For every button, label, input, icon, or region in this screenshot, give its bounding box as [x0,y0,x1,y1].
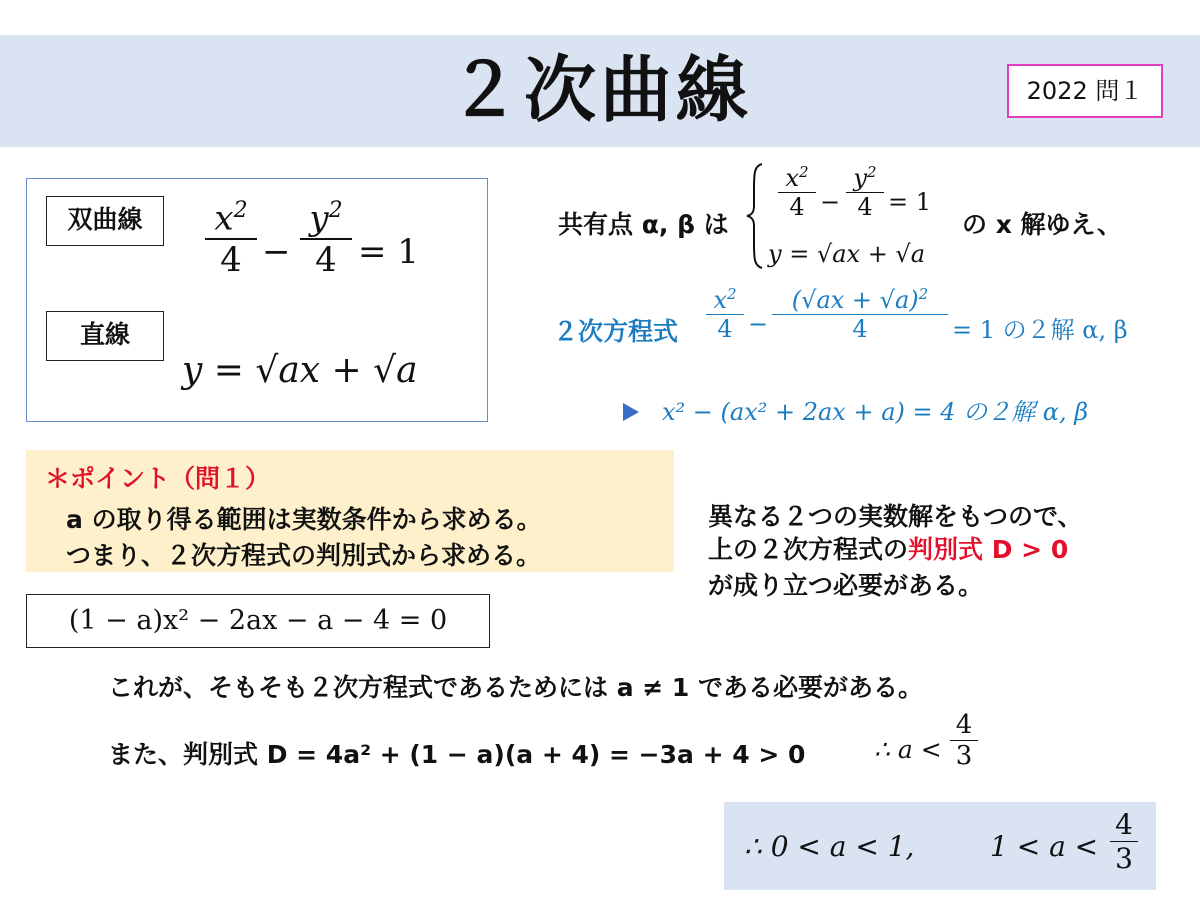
point-title: ＊ポイント（問１） [45,464,271,493]
answer-fraction-4-over-3: 4 3 [1110,808,1138,875]
page-title: ２次曲線 [447,48,752,132]
system-fraction-x: $x^2$ 4 [778,163,816,221]
hyperbola-label: 双曲線 [46,196,164,246]
fraction-x2-over-4: $x^2$ 4 [205,198,257,280]
system-fraction-y: $y^2$ 4 [846,163,884,221]
quadratic-minus: − [748,310,769,338]
system-row2: y = √ax + √a [768,240,926,268]
quadratic-suffix: = 1 の２解 α, β [952,316,1128,344]
discriminant-condition: 判別式 D > 0 [908,535,1069,564]
system-minus: − [820,188,841,216]
boxed-equation: (1 − a)x² − 2ax − a − 4 = 0 [26,594,490,648]
discriminant-text: また、判別式 D = 4a² + (1 − a)(a + 4) = −3a + 4 > 0 [108,740,806,769]
reasoning-line-1: 異なる２つの実数解をもつので、 [708,502,1083,531]
answer-left: ∴ 0 < a < 1, [744,830,915,863]
line-label: 直線 [46,311,164,361]
point-line-2: つまり、２次方程式の判別式から求める。 [66,541,542,570]
condition-text: これが、そもそも２次方程式であるためには a ≠ 1 である必要がある。 [108,673,924,702]
fraction-4-over-3: 4 3 [950,710,978,771]
quadratic-label: ２次方程式 [553,317,679,346]
quadratic-fraction-x: $x^2$ 4 [706,285,744,343]
line-equation: y = √ax + √a [182,350,418,391]
problem-badge: 2022 問１ [1007,64,1163,118]
answer-right: 1 < a < [990,830,1099,863]
fraction-y2-over-4: $y^2$ 4 [300,198,352,280]
system-prefix: 共有点 α, β は [558,210,729,239]
reasoning-line-2-prefix: 上の２次方程式の [708,535,909,564]
equals-one: = 1 [358,232,419,272]
therefore-a-less: ∴ a < [874,735,942,764]
system-suffix: の x 解ゆえ、 [962,210,1123,239]
point-line-1: a の取り得る範囲は実数条件から求める。 [66,505,542,534]
triangle-arrow-icon [622,402,640,422]
reasoning-line-2 [708,530,1068,566]
system-equals-one: = 1 [888,188,932,216]
quadratic-fraction-sqrt: $(√ax + √a)^2$ 4 [772,285,948,343]
expanded-equation: x² − (ax² + 2ax + a) = 4 の２解 α, β [662,398,1089,426]
minus-sign: − [262,232,291,272]
reasoning-line-3: が成り立つ必要がある。 [708,571,984,600]
left-brace [744,160,766,272]
